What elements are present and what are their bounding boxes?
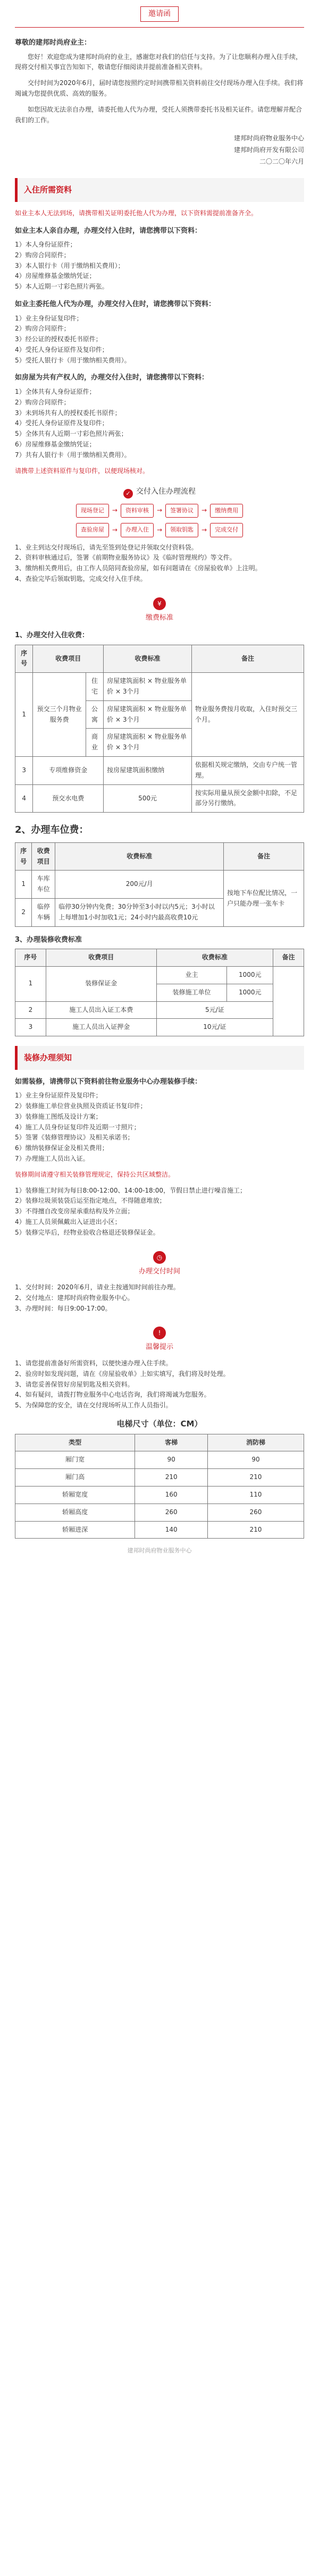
cell-item: 专项维修资金 [33,757,104,785]
letter-paragraph: 您好！欢迎您成为建邦时尚府的业主，感谢您对我们的信任与支持。为了让您顺利办理入住手续，现将交付相关事宜告知如下，敬请您仔细阅读并提前准备相关资料。 [15,53,303,71]
flow-step: 签署协议 [165,504,198,518]
footer-text: 建邦时尚府物业服务中心 [127,1547,192,1555]
flow-step: 缴纳费用 [210,504,243,518]
arrow-right-icon: → [112,526,117,534]
table-row [15,1469,304,1487]
column-header: 收费标准 [55,842,224,871]
cell-value: 260 [207,1504,304,1521]
cell-item: 装修保证金 [46,966,156,1001]
section-note: 装修期间请遵守相关装修管理规定，保持公共区域整洁。 [15,1170,175,1178]
flow-title-text: 交付入住办理流程 [136,487,196,496]
reminder-title: 办理交付时间 [138,1267,180,1276]
list-item: 6）缴纳装修保证金及相关费用； [15,1144,108,1152]
column-header: 类型 [15,1434,135,1451]
list-item: 1、交付时间：2020年6月，请业主按通知时间前往办理。 [15,1283,180,1291]
list-item: 2）装修施工单位营业执照及资质证书复印件； [15,1102,147,1110]
flow-step: 资料审核 [121,504,154,518]
table-header-row [15,842,304,871]
cell-item: 施工人员出入证押金 [46,1019,156,1036]
cell-std: 房屋建筑面积 × 物业服务单价 × 3个月 [104,673,192,701]
column-header: 收费标准 [104,645,192,673]
warm-list [15,1358,304,1411]
cell-type: 轿厢高度 [15,1504,135,1521]
column-header: 消防梯 [207,1434,304,1451]
cell-std: 200元/月 [55,871,224,899]
cell-owner: 业主 [156,966,227,984]
table-row [15,1001,304,1019]
table-row [15,1019,304,1036]
flow-notes [15,543,304,585]
cell-type: 轿厢宽度 [15,1487,135,1504]
invitation-letter [15,37,304,167]
table-row [15,966,304,984]
cell-type: 厢门高 [15,1469,135,1487]
case-heading: 如房屋为共有产权人的，办理交付入住时，请您携带以下资料： [15,374,209,382]
section-header-decoration [15,1046,304,1070]
list-item: 2、验房时如发现问题，请在《房屋验收单》上如实填写，我们将及时处理。 [15,1370,230,1378]
list-item: 1）业主身份证复印件； [15,314,83,322]
cell-sub: 商业 [86,729,103,757]
cell-value: 110 [207,1487,304,1504]
list-item: 3）本人银行卡（用于缴纳相关费用）； [15,261,124,269]
list-item: 4、查验完毕后领取钥匙，完成交付入住手续。 [15,575,147,582]
list-item: 5）本人近期一寸彩色照片两张。 [15,283,108,291]
cell-value: 210 [207,1469,304,1487]
cell-type: 厢门宽 [15,1451,135,1469]
cell-sub: 住宅 [86,673,103,701]
arrow-right-icon: → [156,526,163,534]
yen-icon: ¥ [153,597,166,610]
cell-no: 4 [15,784,33,813]
cell-value: 90 [135,1451,208,1469]
cell-item: 临停车辆 [32,899,55,927]
section-note: 如业主本人无法到场，请携带相关证明委托他人代为办理，以下资料需提前准备齐全。 [15,209,258,217]
header [15,0,304,22]
arrow-right-icon: → [112,506,117,514]
fees-header [15,597,304,623]
section-title: 入住所需资料 [24,185,72,195]
cell-note: 依据相关规定缴纳，交由专户统一管理。 [191,757,304,785]
cell-value: 210 [135,1469,208,1487]
list-item: 5）全体共有人近期一寸彩色照片两张； [15,430,128,438]
cell-value: 160 [135,1487,208,1504]
letter-paragraph: 交付时间为2020年6月，届时请您按照约定时间携带相关资料前往交付现场办理入住手续。我们将竭诚为您提供优质、高效的服务。 [15,79,304,97]
cell-amount: 5元/证 [156,1001,273,1019]
column-header: 序号 [15,949,46,967]
letter-paragraph: 如您因故无法亲自办理，请委托他人代为办理，受托人须携带委托书及相关证件。请您理解并配合我们的工作。 [15,105,303,124]
table-row [15,784,304,813]
cell-note: 物业服务费按月收取，入住时预交三个月。 [191,673,304,757]
cell-item: 车库车位 [32,871,55,899]
table-row [15,1451,304,1469]
column-header: 备注 [224,842,304,871]
column-header: 客梯 [135,1434,208,1451]
case-heading: 如业主本人亲自办理，办理交付入住时，请您携带以下资料： [15,226,202,235]
case-heading: 如业主委托他人代为办理，办理交付入住时，请您携带以下资料： [15,300,216,309]
list-item: 1）全体共有人身份证原件； [15,387,96,395]
fee-table [15,645,304,813]
cell-value: 210 [207,1521,304,1539]
document-list [15,314,304,366]
list-item: 1）业主身份证原件及复印件； [15,1092,102,1100]
flow-step: 查验房屋 [76,523,109,537]
table-header-row [15,1434,304,1451]
table-row [15,673,304,701]
reminder-list [15,1282,304,1314]
list-item: 2）购房合同原件； [15,325,70,333]
column-header: 收费项目 [32,842,55,871]
cell-std: 临停30分钟内免费；30分钟至3小时以内5元；3小时以上每增加1小时加收1元；24小时内最高收费10元 [55,899,224,927]
list-item: 3）经公证的授权委托书原件； [15,335,102,343]
cell-item: 施工人员出入证工本费 [46,1001,156,1019]
list-item: 4）施工人员身份证复印件及近期一寸照片； [15,1123,140,1131]
section-heading: 如需装修，请携带以下资料前往物业服务中心办理装修手续： [15,1077,202,1086]
cell-no: 1 [15,966,46,1001]
list-item: 4）受托人身份证原件及复印件； [15,419,108,427]
cell-value: 90 [207,1451,304,1469]
flow-icon: ✓ [123,489,133,499]
cell-std: 按房屋建筑面积缴纳 [104,757,192,785]
list-item: 1、请您提前准备好所需资料，以便快速办理入住手续。 [15,1359,172,1367]
document-list [15,240,304,292]
list-item: 7）办理施工人员出入证。 [15,1155,89,1163]
parking-table [15,842,304,927]
elevator-table [15,1434,304,1539]
table-caption: 2、办理车位费： [15,824,89,836]
list-item: 1）本人身份证原件； [15,241,77,249]
column-header: 收费项目 [33,645,104,673]
info-icon: ! [153,1327,166,1339]
sign-date: 二〇二〇年六月 [259,157,304,165]
cell-item: 预交三个月物业服务费 [33,673,86,757]
table-header-row [15,949,304,967]
decoration-list [15,1091,304,1164]
cell-no: 1 [15,871,32,899]
list-item: 6）房屋维修基金缴纳凭证； [15,440,96,448]
list-item: 4）房屋维修基金缴纳凭证； [15,272,96,280]
cell-no: 3 [15,1019,46,1036]
flow-title [15,486,304,499]
document-list [15,387,304,461]
divider [15,27,304,28]
list-item: 4、如有疑问，请拨打物业服务中心电话咨询，我们将竭诚为您服务。 [15,1391,211,1399]
column-header: 备注 [273,949,304,967]
list-item: 3）不得擅自改变房屋承重结构及外立面； [15,1207,134,1215]
cell-type: 轿厢进深 [15,1521,135,1539]
cell-value: 260 [135,1504,208,1521]
list-item: 5）受托人银行卡（用于缴纳相关费用）。 [15,356,131,364]
list-item: 3）装修施工图纸及设计方案； [15,1112,102,1120]
arrow-right-icon: → [202,526,207,534]
list-item: 2）购房合同原件； [15,251,70,259]
cell-item: 预交水电费 [33,784,104,813]
cell-std: 500元 [104,784,192,813]
list-item: 2、资料审核通过后，签署《前期物业服务协议》及《临时管理规约》等文件。 [15,554,236,562]
flow-step: 完成交付 [210,523,243,537]
decoration-table [15,949,304,1036]
list-item: 4）受托人身份证原件及复印件； [15,345,108,353]
sign-company: 建邦时尚府开发有限公司 [233,146,304,154]
cell-note: 按地下车位配比情况，一户只能办理一张车卡 [224,871,304,926]
list-item: 3）未到场共有人的授权委托书原件； [15,409,121,417]
cell-no: 2 [15,899,32,927]
list-item: 1）装修施工时间为每日8:00-12:00、14:00-18:00，节假日禁止进行噪音施工； [15,1186,246,1194]
flow-step: 现场登记 [76,504,109,518]
table-caption: 3、办理装修收费标准 [15,935,82,944]
cell-value: 140 [135,1521,208,1539]
list-item: 2）装修垃圾须装袋后运至指定地点，不得随意堆放； [15,1197,166,1205]
cell-sub: 公寓 [86,700,103,729]
list-item: 2）购房合同原件； [15,398,70,406]
flow-step: 领取钥匙 [165,523,198,537]
flow-row [15,504,304,518]
cell-amount: 10元/证 [156,1019,273,1036]
table-row [15,757,304,785]
fees-title: 缴费标准 [145,613,173,622]
section-title: 装修办理须知 [24,1053,72,1063]
table-row [15,1521,304,1539]
table-row [15,871,304,899]
column-header: 收费标准 [156,949,273,967]
list-item: 5）装修完毕后，经物业验收合格退还装修保证金。 [15,1228,160,1236]
table-row [15,1487,304,1504]
column-header: 收费项目 [46,949,156,967]
flow-row [15,523,304,537]
table-row [15,1504,304,1521]
warm-header [15,1327,304,1353]
cell-amount: 1000元 [227,984,273,1001]
list-item: 4）施工人员须佩戴出入证进出小区； [15,1218,121,1226]
case-extra: 请携带上述资料原件与复印件，以便现场核对。 [15,467,149,475]
cell-note [273,966,304,1036]
column-header: 备注 [191,645,304,673]
table-header-row [15,645,304,673]
section-header-documents [15,178,304,202]
list-item: 2、交付地点：建邦时尚府物业服务中心。 [15,1294,134,1302]
ladder-title: 电梯尺寸（单位：CM） [116,1418,203,1429]
column-header: 序号 [15,645,33,673]
cell-std: 房屋建筑面积 × 物业服务单价 × 3个月 [104,700,192,729]
clock-icon: ◷ [153,1251,166,1264]
cell-std: 房屋建筑面积 × 物业服务单价 × 3个月 [104,729,192,757]
list-item: 5、为保障您的安全，请在交付现场听从工作人员指引。 [15,1401,172,1409]
cell-note: 按实际用量从预交金额中扣除，不足部分另行缴纳。 [191,784,304,813]
table-caption: 1、办理交付入住收费： [15,631,89,640]
rules-list [15,1186,304,1238]
list-item: 3、请您妥善保管好房屋钥匙及相关资料。 [15,1380,134,1388]
list-item: 3、办理时间：每日9:00-17:00。 [15,1304,112,1312]
sign-org: 建邦时尚府物业服务中心 [233,134,304,142]
list-item: 7）共有人银行卡（用于缴纳相关费用）。 [15,451,131,459]
salutation: 尊敬的建邦时尚府业主： [15,39,91,47]
cell-owner: 装修施工单位 [156,984,227,1001]
list-item: 1、业主到达交付现场后，请先至签到处登记并领取交付资料袋。 [15,543,198,551]
cell-no: 2 [15,1001,46,1019]
warm-title: 温馨提示 [145,1343,173,1352]
cell-amount: 1000元 [227,966,273,984]
cell-no: 1 [15,673,33,757]
list-item: 5）签署《装修管理协议》及相关承诺书； [15,1134,134,1142]
signature [15,133,304,167]
arrow-right-icon: → [202,506,207,514]
list-item: 3、缴纳相关费用后，由工作人员陪同查验房屋，如有问题请在《房屋验收单》上注明。 [15,564,262,572]
column-header: 序号 [15,842,32,871]
page-title: 邀请函 [140,6,179,22]
arrow-right-icon: → [156,506,163,514]
reminder-header [15,1251,304,1277]
cell-no: 3 [15,757,33,785]
flow-step: 办理入住 [121,523,154,537]
